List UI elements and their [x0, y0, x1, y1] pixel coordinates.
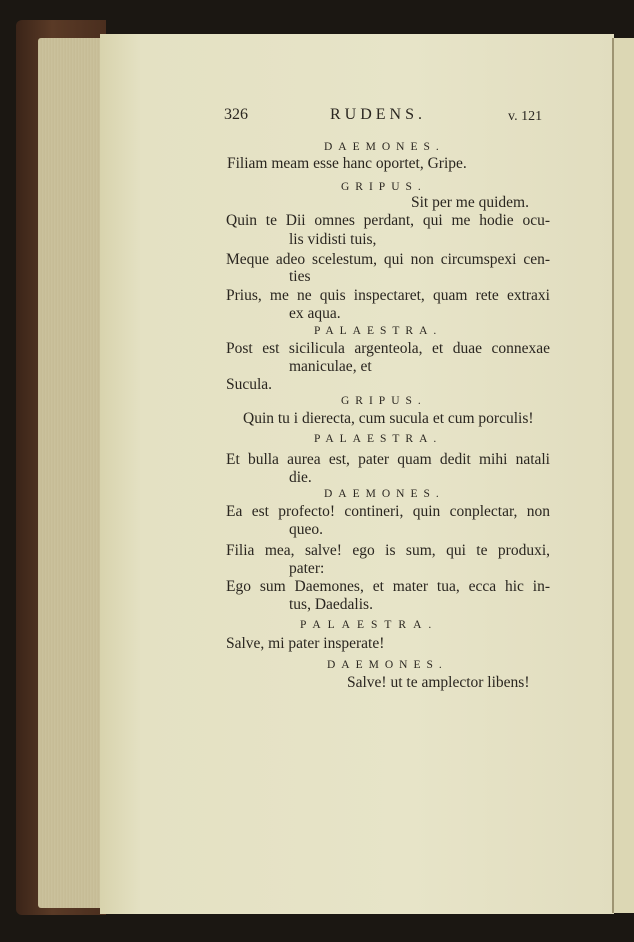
verse-line: Ea est profecto! contineri, quin conplectar, non	[226, 503, 550, 520]
verse-line: lis vidisti tuis,	[289, 231, 377, 248]
speaker-daemones: DAEMONES.	[324, 488, 445, 500]
speaker-palaestra: PALAESTRA.	[300, 619, 439, 631]
page-number: 326	[224, 106, 248, 123]
verse-line: pater:	[289, 560, 325, 577]
speaker-daemones: DAEMONES.	[324, 141, 445, 153]
verse-line: Quin te Dii omnes perdant, qui me hodie ocu-	[226, 212, 550, 229]
speaker-palaestra: PALAESTRA.	[314, 433, 443, 445]
speaker-daemones: DAEMONES.	[327, 659, 448, 671]
verse-line: queo.	[289, 521, 324, 538]
speaker-palaestra: PALAESTRA.	[314, 325, 443, 337]
verse-line: Quin tu i dierecta, cum sucula et cum porculis!	[243, 410, 534, 427]
verse-line: Ego sum Daemones, et mater tua, ecca hic in-	[226, 578, 550, 595]
running-title: RUDENS.	[330, 106, 427, 123]
verse-line: Filiam meam esse hanc oportet, Gripe.	[227, 155, 467, 172]
verse-line: maniculae, et	[289, 358, 372, 375]
verse-line: Salve, mi pater insperate!	[226, 635, 385, 652]
speaker-gripus: GRIPUS.	[341, 395, 427, 407]
verse-line: ex aqua.	[289, 305, 341, 322]
verse-number: v. 121	[508, 109, 543, 124]
verse-line: Et bulla aurea est, pater quam dedit mihi natali	[226, 451, 550, 468]
verse-line: Filia mea, salve! ego is sum, qui te produxi,	[226, 542, 550, 559]
verse-line: Post est sicilicula argenteola, et duae connexae	[226, 340, 550, 357]
verse-line: Sucula.	[226, 376, 273, 393]
verse-line: Meque adeo scelestum, qui non circumspexi cen-	[226, 251, 550, 268]
verse-line: Prius, me ne quis inspectaret, quam rete extraxi	[226, 287, 550, 304]
verse-line: tus, Daedalis.	[289, 596, 373, 613]
verse-line: die.	[289, 469, 312, 486]
verse-line: Sit per me quidem.	[411, 194, 529, 211]
verse-line: ties	[289, 268, 311, 285]
speaker-gripus: GRIPUS.	[341, 181, 427, 193]
verse-line: Salve! ut te amplector libens!	[347, 674, 530, 691]
